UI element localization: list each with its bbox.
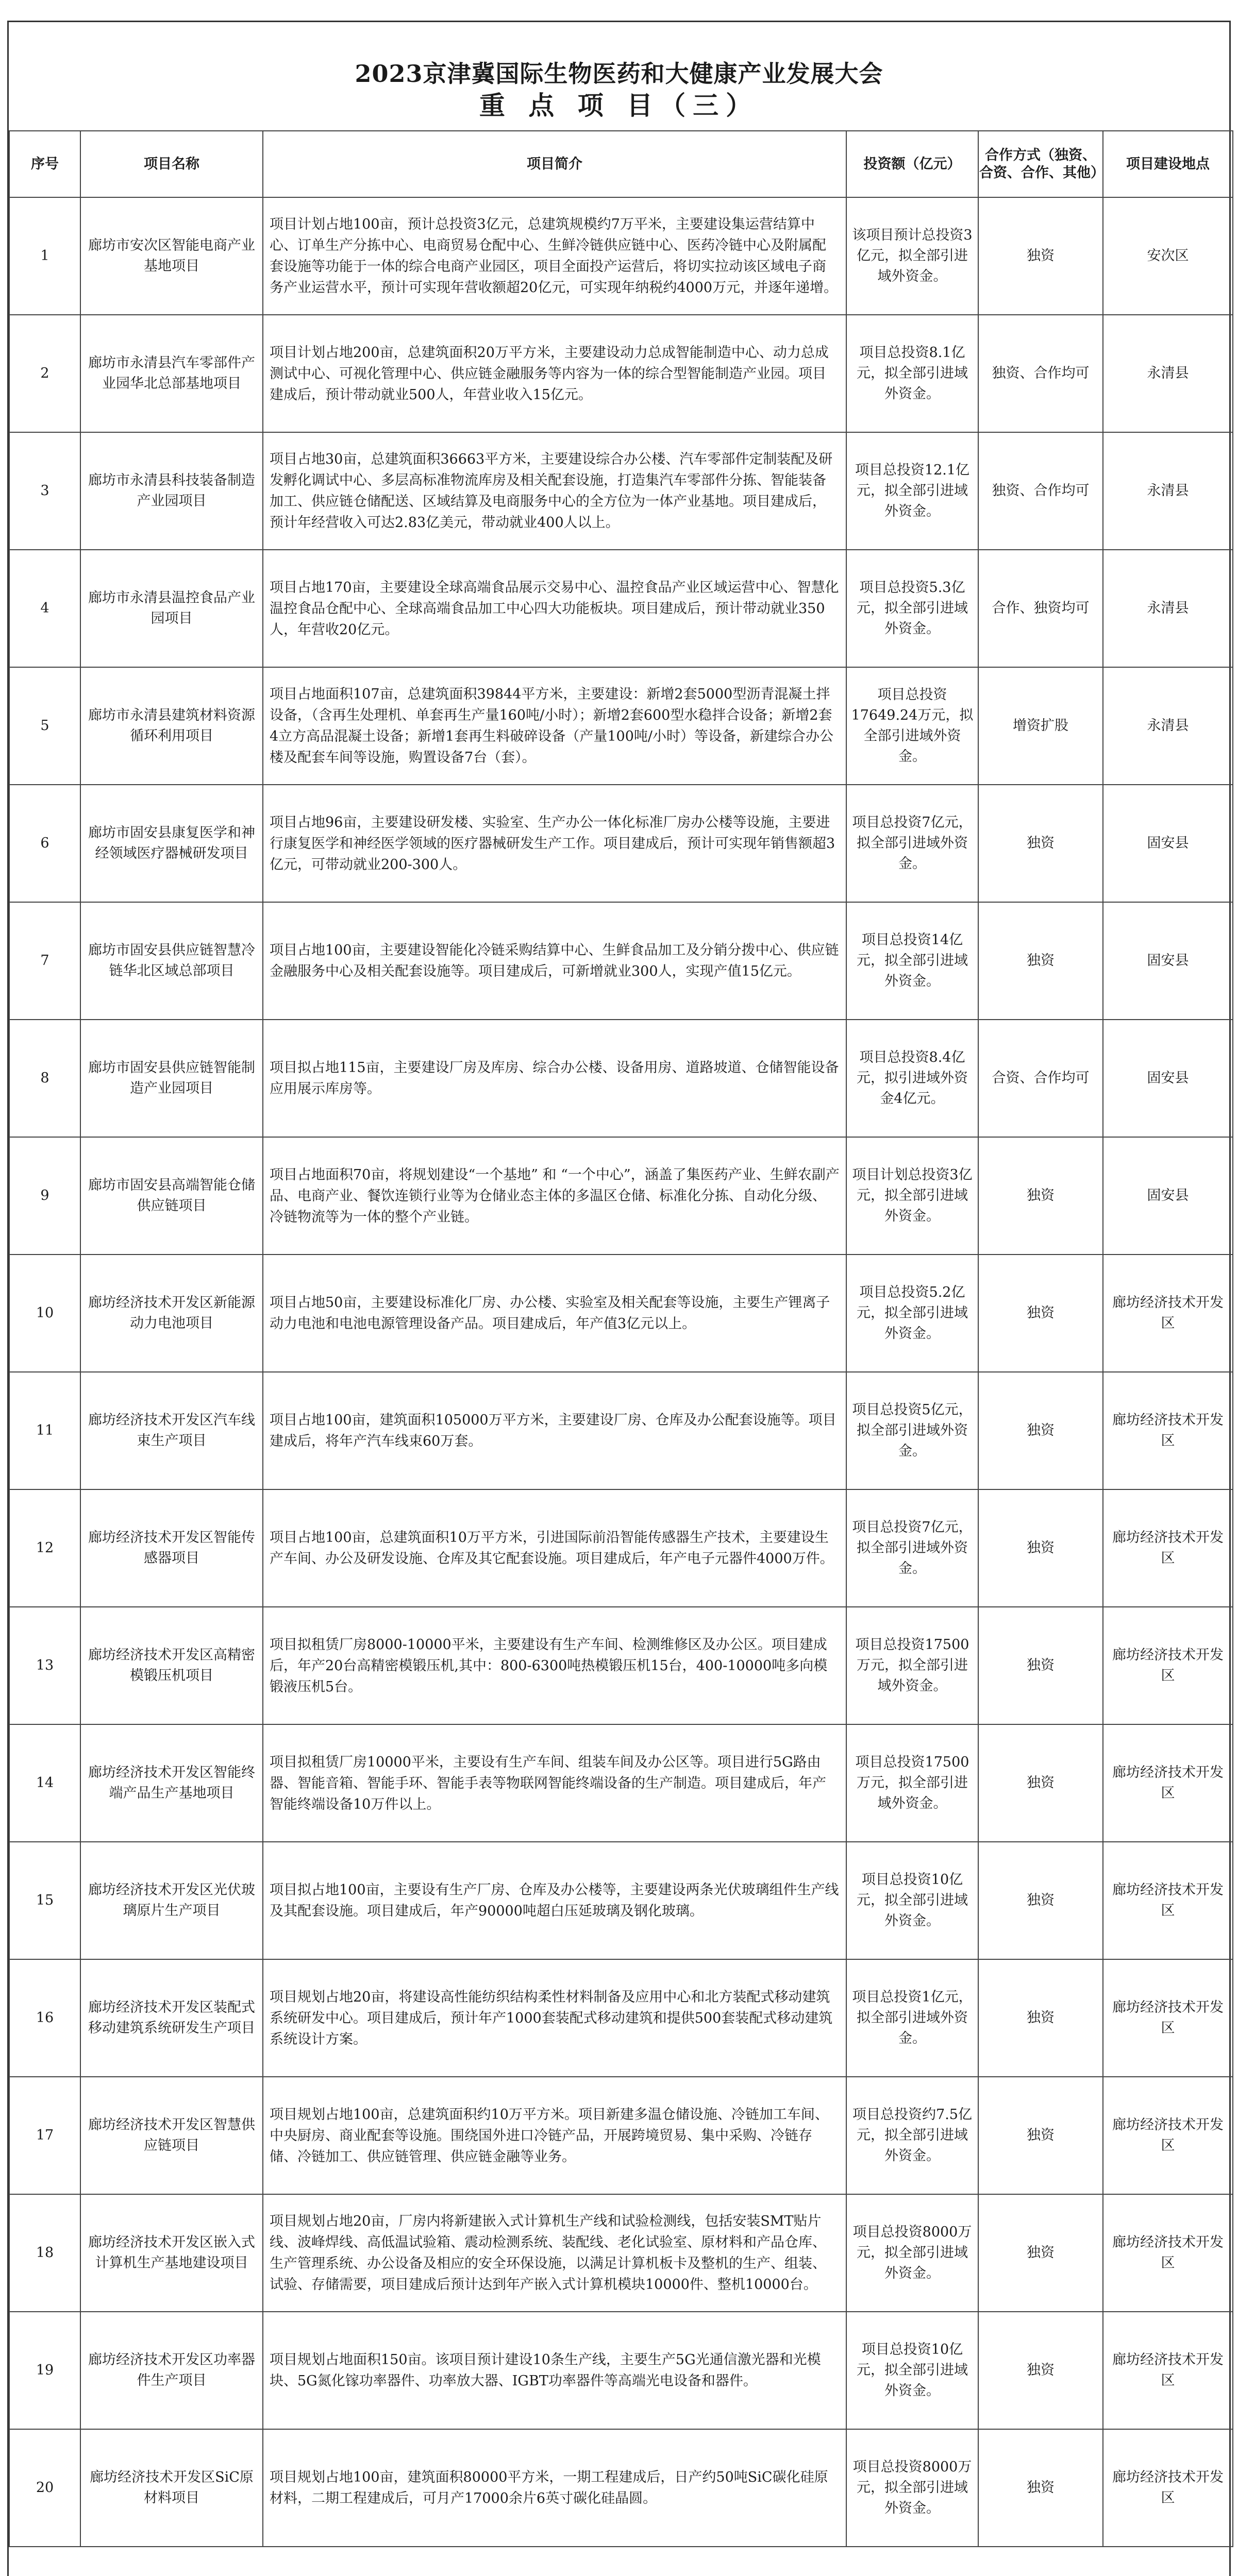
table-row	[9, 1607, 1233, 1724]
row-number: 15	[9, 1842, 80, 1959]
investment: 项目总投资5.2亿元，拟全部引进域外资金。	[846, 1255, 978, 1372]
investment: 项目总投资14亿元，拟全部引进域外资金。	[846, 902, 978, 1020]
project-brief: 项目规划占地20亩，将建设高性能纺织结构柔性材料制备及应用中心和北方装配式移动建筑系统研发中心。项目建成后，预计年产1000套装配式移动建筑和提供500套装配式移动建筑系统设计方案。	[263, 1959, 846, 2077]
table-header-row	[9, 131, 1233, 197]
investment: 项目总投资1亿元，拟全部引进域外资金。	[846, 1959, 978, 2077]
header-coop: 合作方式（独资、合资、合作、其他）	[978, 131, 1103, 197]
project-brief: 项目规划占地100亩，总建筑面积约10万平方米。项目新建多温仓储设施、冷链加工车间、中央厨房、商业配套等设施。围绕国外进口冷链产品，开展跨境贸易、集中采购、冷链存储、冷链加工、供应链管理、供应链金融等业务。	[263, 2077, 846, 2194]
investment: 项目总投资8000万元，拟全部引进域外资金。	[846, 2194, 978, 2312]
row-number: 12	[9, 1489, 80, 1607]
cooperation-mode: 独资	[978, 785, 1103, 902]
cooperation-mode: 独资	[978, 2312, 1103, 2429]
investment: 项目总投资17500万元，拟全部引进域外资金。	[846, 1724, 978, 1842]
cooperation-mode: 独资	[978, 2429, 1103, 2547]
project-name: 廊坊市固安县高端智能仓储供应链项目	[80, 1137, 263, 1255]
project-location: 永清县	[1103, 550, 1233, 667]
table-row	[9, 2077, 1233, 2194]
table-row	[9, 1489, 1233, 1607]
table-row	[9, 1137, 1233, 1255]
project-location: 廊坊经济技术开发区	[1103, 1607, 1233, 1724]
cooperation-mode: 独资	[978, 197, 1103, 315]
row-number: 20	[9, 2429, 80, 2547]
table-body	[9, 197, 1233, 2547]
project-name: 廊坊市永清县温控食品产业园项目	[80, 550, 263, 667]
cooperation-mode: 独资	[978, 1724, 1103, 1842]
row-number: 17	[9, 2077, 80, 2194]
investment: 项目总投资12.1亿元，拟全部引进域外资金。	[846, 432, 978, 550]
cooperation-mode: 独资	[978, 1255, 1103, 1372]
project-name: 廊坊经济技术开发区嵌入式计算机生产基地建设项目	[80, 2194, 263, 2312]
page-title: 2023京津冀国际生物医药和大健康产业发展大会	[355, 60, 883, 88]
investment: 项目总投资5亿元，拟全部引进域外资金。	[846, 1372, 978, 1489]
project-location: 廊坊经济技术开发区	[1103, 1489, 1233, 1607]
table-row	[9, 1959, 1233, 2077]
table-row	[9, 2194, 1233, 2312]
header-name: 项目名称	[80, 131, 263, 197]
row-number: 19	[9, 2312, 80, 2429]
row-number: 3	[9, 432, 80, 550]
cooperation-mode: 独资	[978, 902, 1103, 1020]
investment: 项目计划总投资3亿元，拟全部引进域外资金。	[846, 1137, 978, 1255]
project-brief: 项目规划占地面积150亩。该项目预计建设10条生产线，主要生产5G光通信激光器和光模块、5G氮化镓功率器件、功率放大器、IGBT功率器件等高端光电设备和器件。	[263, 2312, 846, 2429]
cooperation-mode: 独资、合作均可	[978, 432, 1103, 550]
project-location: 廊坊经济技术开发区	[1103, 2194, 1233, 2312]
cooperation-mode: 独资	[978, 1959, 1103, 2077]
table-row	[9, 550, 1233, 667]
project-brief: 项目占地50亩，主要建设标准化厂房、办公楼、实验室及相关配套等设施，主要生产锂离子动力电池和电池电源管理设备产品。项目建成后，年产值3亿元以上。	[263, 1255, 846, 1372]
project-brief: 项目规划占地100亩，建筑面积80000平方米，一期工程建成后，日产约50吨SiC碳化硅原材料，二期工程建成后，可月产17000余片6英寸碳化硅晶圆。	[263, 2429, 846, 2547]
project-name: 廊坊市固安县供应链智能制造产业园项目	[80, 1020, 263, 1137]
project-location: 廊坊经济技术开发区	[1103, 2077, 1233, 2194]
project-location: 安次区	[1103, 197, 1233, 315]
project-brief: 项目占地面积70亩，将规划建设“一个基地” 和 “一个中心”，涵盖了集医药产业、生鲜农副产品、电商产业、餐饮连锁行业等为仓储业态主体的多温区仓储、标准化分拣、自动化分级、冷链物流等为一体的整个产业链。	[263, 1137, 846, 1255]
project-location: 固安县	[1103, 785, 1233, 902]
header-brief: 项目简介	[263, 131, 846, 197]
project-location: 永清县	[1103, 667, 1233, 785]
project-brief: 项目拟租赁厂房10000平米，主要设有生产车间、组装车间及办公区等。项目进行5G路由器、智能音箱、智能手环、智能手表等物联网智能终端设备的生产制造。项目建成后，年产智能终端设备10万件以上。	[263, 1724, 846, 1842]
row-number: 10	[9, 1255, 80, 1372]
row-number: 16	[9, 1959, 80, 2077]
project-name: 廊坊市永清县建筑材料资源循环利用项目	[80, 667, 263, 785]
investment: 项目总投资约7.5亿元，拟全部引进域外资金。	[846, 2077, 978, 2194]
project-name: 廊坊市固安县康复医学和神经领域医疗器械研发项目	[80, 785, 263, 902]
cooperation-mode: 增资扩股	[978, 667, 1103, 785]
header-location: 项目建设地点	[1103, 131, 1233, 197]
row-number: 9	[9, 1137, 80, 1255]
table-row	[9, 1372, 1233, 1489]
cooperation-mode: 独资	[978, 1137, 1103, 1255]
table-row	[9, 785, 1233, 902]
table-row	[9, 667, 1233, 785]
row-number: 18	[9, 2194, 80, 2312]
investment: 项目总投资8.4亿元，拟引进域外资金4亿元。	[846, 1020, 978, 1137]
project-brief: 项目拟占地115亩，主要建设厂房及库房、综合办公楼、设备用房、道路坡道、仓储智能设备应用展示库房等。	[263, 1020, 846, 1137]
table-row	[9, 432, 1233, 550]
project-name: 廊坊经济技术开发区高精密模锻压机项目	[80, 1607, 263, 1724]
table-row	[9, 1842, 1233, 1959]
project-brief: 项目占地100亩，建筑面积105000万平方米，主要建设厂房、仓库及办公配套设施等。项目建成后，将年产汽车线束60万套。	[263, 1372, 846, 1489]
cooperation-mode: 合作、独资均可	[978, 550, 1103, 667]
row-number: 1	[9, 197, 80, 315]
investment: 项目总投资8.1亿元，拟全部引进域外资金。	[846, 315, 978, 432]
project-brief: 项目拟占地100亩，主要设有生产厂房、仓库及办公楼等，主要建设两条光伏玻璃组件生产线及其配套设施。项目建成后，年产90000吨超白压延玻璃及钢化玻璃。	[263, 1842, 846, 1959]
cooperation-mode: 独资	[978, 2077, 1103, 2194]
project-sheet	[7, 21, 1231, 2576]
project-name: 廊坊市永清县汽车零部件产业园华北总部基地项目	[80, 315, 263, 432]
cooperation-mode: 独资	[978, 1607, 1103, 1724]
title-area	[9, 22, 1229, 130]
project-location: 固安县	[1103, 1020, 1233, 1137]
projects-table	[9, 130, 1233, 2547]
project-brief: 项目占地面积107亩，总建筑面积39844平方米，主要建设：新增2套5000型沥青混凝土拌设备，（含再生处理机、单套再生产量160吨/小时）；新增2套600型水稳拌合设备；新增2套4立方高品混凝土设备；新增1套再生料破碎设备（产量100吨/小时）等设备，新建综合办公楼及配套车间等设施，购置设备7台（套）。	[263, 667, 846, 785]
project-location: 固安县	[1103, 902, 1233, 1020]
project-brief: 项目占地96亩，主要建设研发楼、实验室、生产办公一体化标准厂房办公楼等设施，主要进行康复医学和神经医学领域的医疗器械研发生产工作。项目建成后，预计可实现年销售额超3亿元，可带动就业200-300人。	[263, 785, 846, 902]
project-brief: 项目占地100亩，主要建设智能化冷链采购结算中心、生鲜食品加工及分销分拨中心、供应链金融服务中心及相关配套设施等。项目建成后，可新增就业300人，实现产值15亿元。	[263, 902, 846, 1020]
project-brief: 项目计划占地200亩，总建筑面积20万平方米，主要建设动力总成智能制造中心、动力总成测试中心、可视化管理中心、供应链金融服务等内容为一体的综合型智能制造产业园。项目建成后，预计带动就业500人，年营业收入15亿元。	[263, 315, 846, 432]
project-location: 廊坊经济技术开发区	[1103, 1842, 1233, 1959]
project-name: 廊坊市固安县供应链智慧冷链华北区域总部项目	[80, 902, 263, 1020]
cooperation-mode: 独资	[978, 1489, 1103, 1607]
row-number: 6	[9, 785, 80, 902]
project-name: 廊坊经济技术开发区智能终端产品生产基地项目	[80, 1724, 263, 1842]
row-number: 11	[9, 1372, 80, 1489]
row-number: 4	[9, 550, 80, 667]
project-name: 廊坊市安次区智能电商产业基地项目	[80, 197, 263, 315]
investment: 项目总投资8000万元，拟全部引进域外资金。	[846, 2429, 978, 2547]
project-name: 廊坊经济技术开发区SiC原材料项目	[80, 2429, 263, 2547]
table-row	[9, 1724, 1233, 1842]
project-brief: 项目占地100亩，总建筑面积10万平方米，引进国际前沿智能传感器生产技术，主要建设生产车间、办公及研发设施、仓库及其它配套设施。项目建成后，年产电子元器件4000万件。	[263, 1489, 846, 1607]
project-location: 廊坊经济技术开发区	[1103, 1724, 1233, 1842]
investment: 项目总投资7亿元，拟全部引进域外资金。	[846, 785, 978, 902]
row-number: 7	[9, 902, 80, 1020]
project-location: 永清县	[1103, 432, 1233, 550]
investment: 项目总投资7亿元，拟全部引进域外资金。	[846, 1489, 978, 1607]
project-location: 廊坊经济技术开发区	[1103, 2429, 1233, 2547]
project-location: 廊坊经济技术开发区	[1103, 2312, 1233, 2429]
project-location: 永清县	[1103, 315, 1233, 432]
cooperation-mode: 独资	[978, 1842, 1103, 1959]
cooperation-mode: 独资	[978, 2194, 1103, 2312]
header-invest: 投资额（亿元）	[846, 131, 978, 197]
table-row	[9, 2312, 1233, 2429]
project-name: 廊坊经济技术开发区装配式移动建筑系统研发生产项目	[80, 1959, 263, 2077]
page-subtitle: 重 点 项 目（三）	[479, 90, 759, 121]
table-row	[9, 197, 1233, 315]
project-name: 廊坊经济技术开发区新能源动力电池项目	[80, 1255, 263, 1372]
project-brief: 项目占地170亩，主要建设全球高端食品展示交易中心、温控食品产业区域运营中心、智慧化温控食品仓配中心、全球高端食品加工中心四大功能板块。项目建成后，预计带动就业350人，年营收20亿元。	[263, 550, 846, 667]
row-number: 13	[9, 1607, 80, 1724]
investment: 项目总投资10亿元，拟全部引进域外资金。	[846, 2312, 978, 2429]
project-location: 廊坊经济技术开发区	[1103, 1255, 1233, 1372]
table-row	[9, 1255, 1233, 1372]
row-number: 2	[9, 315, 80, 432]
cooperation-mode: 独资、合作均可	[978, 315, 1103, 432]
investment: 项目总投资17500万元，拟全部引进域外资金。	[846, 1607, 978, 1724]
row-number: 8	[9, 1020, 80, 1137]
project-brief: 项目占地30亩，总建筑面积36663平方米，主要建设综合办公楼、汽车零部件定制装配及研发孵化调试中心、多层高标准物流库房及相关配套设施，打造集汽车零部件分拣、智能装备加工、供应链仓储配送、区域结算及电商服务中心的全方位为一体产业基地。项目建成后，预计年经营收入可达2.83亿美元，带动就业400人以上。	[263, 432, 846, 550]
project-location: 廊坊经济技术开发区	[1103, 1959, 1233, 2077]
row-number: 5	[9, 667, 80, 785]
cooperation-mode: 合资、合作均可	[978, 1020, 1103, 1137]
investment: 该项目预计总投资3亿元，拟全部引进域外资金。	[846, 197, 978, 315]
table-row	[9, 1020, 1233, 1137]
project-location: 廊坊经济技术开发区	[1103, 1372, 1233, 1489]
table-row	[9, 902, 1233, 1020]
investment: 项目总投资17649.24万元，拟全部引进域外资金。	[846, 667, 978, 785]
project-name: 廊坊经济技术开发区功率器件生产项目	[80, 2312, 263, 2429]
header-no: 序号	[9, 131, 80, 197]
project-brief: 项目拟租赁厂房8000-10000平米，主要建设有生产车间、检测维修区及办公区。项目建成后，年产20台高精密模锻压机,其中：800-6300吨热模锻压机15台，400-10000吨多向模锻液压机5台。	[263, 1607, 846, 1724]
row-number: 14	[9, 1724, 80, 1842]
project-name: 廊坊经济技术开发区光伏玻璃原片生产项目	[80, 1842, 263, 1959]
project-brief: 项目计划占地100亩，预计总投资3亿元，总建筑规模约7万平米，主要建设集运营结算中心、订单生产分拣中心、电商贸易仓配中心、生鲜冷链供应链中心、医药冷链中心及附属配套设施等功能于一体的综合电商产业园区，项目全面投产运营后，将切实拉动该区域电子商务产业运营水平，预计可实现年营收额超20亿元，可实现年纳税约4000万元，并逐年递增。	[263, 197, 846, 315]
investment: 项目总投资10亿元，拟全部引进域外资金。	[846, 1842, 978, 1959]
investment: 项目总投资5.3亿元，拟全部引进域外资金。	[846, 550, 978, 667]
project-name: 廊坊经济技术开发区智能传感器项目	[80, 1489, 263, 1607]
cooperation-mode: 独资	[978, 1372, 1103, 1489]
project-brief: 项目规划占地20亩，厂房内将新建嵌入式计算机生产线和试验检测线，包括安装SMT贴片线、波峰焊线、高低温试验箱、震动检测系统、装配线、老化试验室、原材料和产品仓库、生产管理系统、办公设备及相应的安全环保设施，以满足计算机板卡及整机的生产、组装、试验、存储需要，项目建成后预计达到年产嵌入式计算机模块10000件、整机10000台。	[263, 2194, 846, 2312]
project-location: 固安县	[1103, 1137, 1233, 1255]
project-name: 廊坊经济技术开发区汽车线束生产项目	[80, 1372, 263, 1489]
project-name: 廊坊经济技术开发区智慧供应链项目	[80, 2077, 263, 2194]
project-name: 廊坊市永清县科技装备制造产业园项目	[80, 432, 263, 550]
table-row	[9, 2429, 1233, 2547]
table-row	[9, 315, 1233, 432]
